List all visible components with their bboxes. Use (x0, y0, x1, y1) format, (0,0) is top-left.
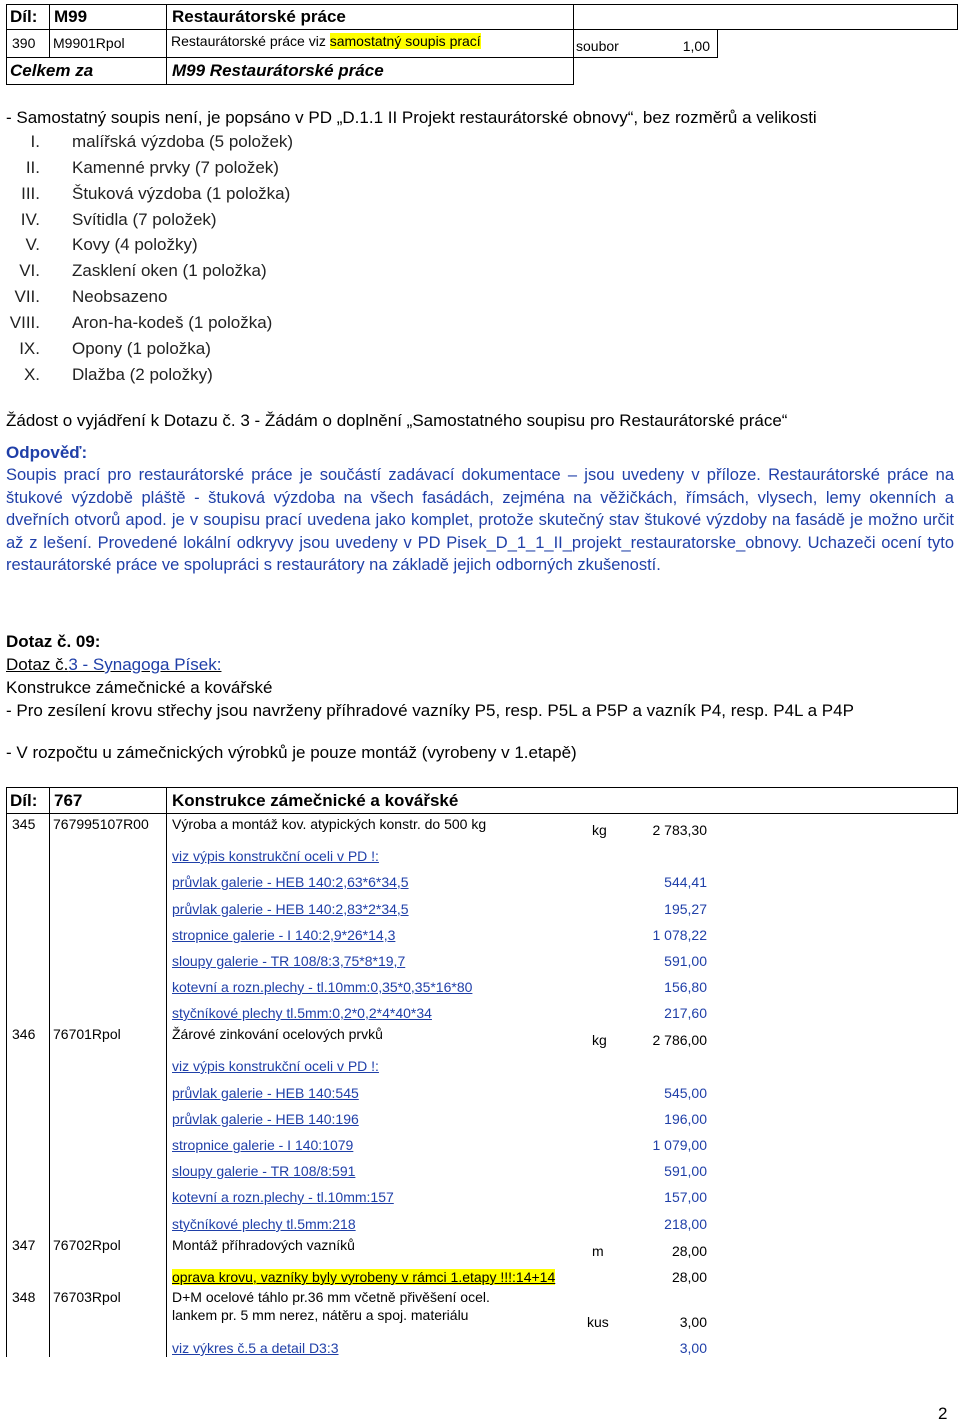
border (6, 4, 958, 5)
sub-value: 1 078,22 (652, 927, 707, 943)
dil-label: Díl: (10, 7, 38, 26)
sub-value: 28,00 (671, 1269, 707, 1285)
item-unit: kg (592, 1032, 607, 1048)
list-item: Štuková výzdoba (1 položka) (72, 184, 291, 203)
list-item: Opony (1 položka) (72, 339, 211, 358)
question-line: - V rozpočtu u zámečnických výrobků je pouze montáž (vyrobeny v 1.etapě) (6, 743, 577, 762)
sub-value: 591,00 (664, 953, 707, 969)
item-description-line2: lankem pr. 5 mm nerez, nátěru a spoj. materiálu (172, 1307, 469, 1323)
sub-line: sloupy galerie - TR 108/8:591 (172, 1163, 356, 1179)
border (6, 787, 7, 1357)
item-code: 76701Rpol (53, 1026, 121, 1042)
list-item: malířská výzdoba (5 položek) (72, 132, 294, 151)
list-number: VII. (14, 287, 40, 306)
answer-label: Odpověď: (6, 443, 88, 462)
item-description: Montáž příhradových vazníků (172, 1237, 355, 1253)
desc-text: Restaurátorské práce viz (171, 33, 330, 49)
sub-value: 195,27 (664, 901, 707, 917)
item-code: 76702Rpol (53, 1237, 121, 1253)
item-position: 347 (12, 1237, 36, 1253)
list-item: Kamenné prvky (7 položek) (72, 158, 279, 177)
list-number: IX. (19, 339, 40, 358)
border (573, 29, 958, 30)
highlighted-text: samostatný soupis prací (329, 33, 481, 49)
item-position: 346 (12, 1026, 36, 1042)
border (6, 84, 574, 85)
item-position: 348 (12, 1289, 36, 1305)
section-title: Restaurátorské práce (172, 7, 346, 26)
sub-line: viz výpis konstrukční oceli v PD !: (172, 1058, 379, 1074)
item-unit: m (592, 1243, 604, 1259)
item-position: 390 (12, 35, 36, 51)
subtitle-prefix: Dotaz č. (6, 655, 69, 674)
item-code: 767995107R00 (53, 816, 149, 832)
answer-text: Soupis prací pro restaurátorské práce je součástí zadávací dokumentace – jsou uvedeny v příloze. Restaurátorské práce na štukové výzdobě pláště - štuková výzdoba na všech fasádách, zejména na věžičkách, římsách, vlysech, lemy okenních a dveřních otvorů apod. je v soupisu prací uvedena jako komplet, protože skutečný stav štukové výzdoby na fasádě je možno určit až z lešení. Provedené lokální odkryvy jsou uvedeny v PD Pisek_D_1_1_II_projekt_restauratorske_obnovy. Uchazeči ocení tyto restaurátorské práce ve spolupráci s restaurátory na základě jejich odborných zkušeností. (6, 466, 954, 574)
sub-value: 544,41 (664, 874, 707, 890)
list-item: Neobsazeno (72, 287, 168, 306)
sub-value: 1 079,00 (652, 1137, 707, 1153)
border (717, 29, 718, 58)
border (6, 4, 7, 85)
list-item: Aron-ha-kodeš (1 položka) (72, 313, 273, 332)
sub-line: průvlak galerie - HEB 140:2,63*6*34,5 (172, 874, 409, 890)
list-number: VIII. (9, 313, 40, 332)
sub-value: 157,00 (664, 1189, 707, 1205)
dil-label: Díl: (10, 791, 38, 810)
section-title: Konstrukce zámečnické a kovářské (172, 791, 459, 810)
list-number: VI. (19, 261, 40, 280)
border (6, 57, 574, 58)
list-number: X. (23, 365, 40, 384)
border (6, 787, 958, 788)
list-item: Kovy (4 položky) (72, 235, 198, 254)
restoration-note: - Samostatný soupis není, je popsáno v PD „D.1.1 II Projekt restaurátorské obnovy“, bez rozměrů a velikosti (6, 108, 817, 127)
list-number: III. (21, 184, 40, 203)
item-quantity: 3,00 (679, 1314, 707, 1330)
sub-value: 218,00 (664, 1216, 707, 1232)
list-item: Dlažba (2 položky) (72, 365, 213, 384)
item-unit: kus (587, 1314, 609, 1330)
item-quantity: 1,00 (682, 38, 710, 54)
dil-code: M99 (54, 7, 88, 26)
item-quantity: 2 786,00 (652, 1032, 707, 1048)
border (49, 4, 50, 57)
question-subtitle (6, 655, 221, 675)
border (957, 787, 958, 814)
sub-line: průvlak galerie - HEB 140:2,83*2*34,5 (172, 901, 409, 917)
border (166, 4, 167, 85)
sub-line: styčníkové plechy tl.5mm:218 (172, 1216, 356, 1232)
question-line: - Pro zesílení krovu střechy jsou navrženy příhradové vazníky P5, resp. P5L a P5P a vazník P4, resp. P4L a P4P (6, 701, 854, 720)
border (6, 29, 574, 30)
sub-line: sloupy galerie - TR 108/8:3,75*8*19,7 (172, 953, 406, 969)
dil-code: 767 (54, 791, 83, 810)
sub-line: oprava krovu, vazníky byly vyrobeny v rámci 1.etapy !!!:14+14 (172, 1269, 556, 1285)
border (957, 4, 958, 30)
item-code: 76703Rpol (53, 1289, 121, 1305)
sub-line: viz výpis konstrukční oceli v PD !: (172, 848, 379, 864)
sub-value: 156,80 (664, 979, 707, 995)
request-text: Žádost o vyjádření k Dotazu č. 3 - Žádám o doplnění „Samostatného soupisu pro Restaurátorské práce“ (6, 411, 788, 430)
sub-line: stropnice galerie - I 140:1079 (172, 1137, 354, 1153)
sub-value: 3,00 (679, 1340, 707, 1356)
item-unit: soubor (576, 38, 619, 54)
list-number: I. (30, 132, 40, 151)
item-position: 345 (12, 816, 36, 832)
list-number: IV. (20, 210, 40, 229)
sub-line: kotevní a rozn.plechy - tl.10mm:0,35*0,35*16*80 (172, 979, 473, 995)
sub-line: styčníkové plechy tl.5mm:0,2*0,2*4*40*34 (172, 1005, 432, 1021)
list-number: V. (25, 235, 40, 254)
sub-line: stropnice galerie - I 140:2,9*26*14,3 (172, 927, 396, 943)
total-label: Celkem za (10, 61, 94, 80)
subtitle-rest: 3 - Synagoga Písek: (68, 655, 222, 674)
list-number: II. (25, 158, 40, 177)
total-title: M99 Restaurátorské práce (172, 61, 384, 80)
sub-value: 545,00 (664, 1085, 707, 1101)
sub-value: 196,00 (664, 1111, 707, 1127)
sub-line: viz výkres č.5 a detail D3:3 (172, 1340, 339, 1356)
border (6, 813, 958, 814)
item-description (171, 33, 481, 49)
sub-line: kotevní a rozn.plechy - tl.10mm:157 (172, 1189, 394, 1205)
item-description: Výroba a montáž kov. atypických konstr. do 500 kg (172, 816, 487, 832)
item-quantity: 28,00 (671, 1243, 707, 1259)
border (166, 787, 167, 1357)
item-description: Žárové zinkování ocelových prvků (172, 1026, 383, 1042)
sub-value: 217,60 (664, 1005, 707, 1021)
item-code: M9901Rpol (53, 35, 125, 51)
question-line: Konstrukce zámečnické a kovářské (6, 678, 273, 697)
item-quantity: 2 783,30 (652, 822, 707, 838)
sub-line: průvlak galerie - HEB 140:545 (172, 1085, 359, 1101)
item-description: D+M ocelové táhlo pr.36 mm včetně přivěšení ocel. (172, 1289, 490, 1305)
list-item: Zasklení oken (1 položka) (72, 261, 267, 280)
sub-value: 591,00 (664, 1163, 707, 1179)
sub-line: průvlak galerie - HEB 140:196 (172, 1111, 359, 1127)
list-item: Svítidla (7 položek) (72, 210, 217, 229)
border (573, 4, 574, 85)
page-number: 2 (938, 1404, 948, 1423)
question-title: Dotaz č. 09: (6, 632, 101, 651)
border (573, 57, 718, 58)
border (49, 787, 50, 1357)
item-unit: kg (592, 822, 607, 838)
